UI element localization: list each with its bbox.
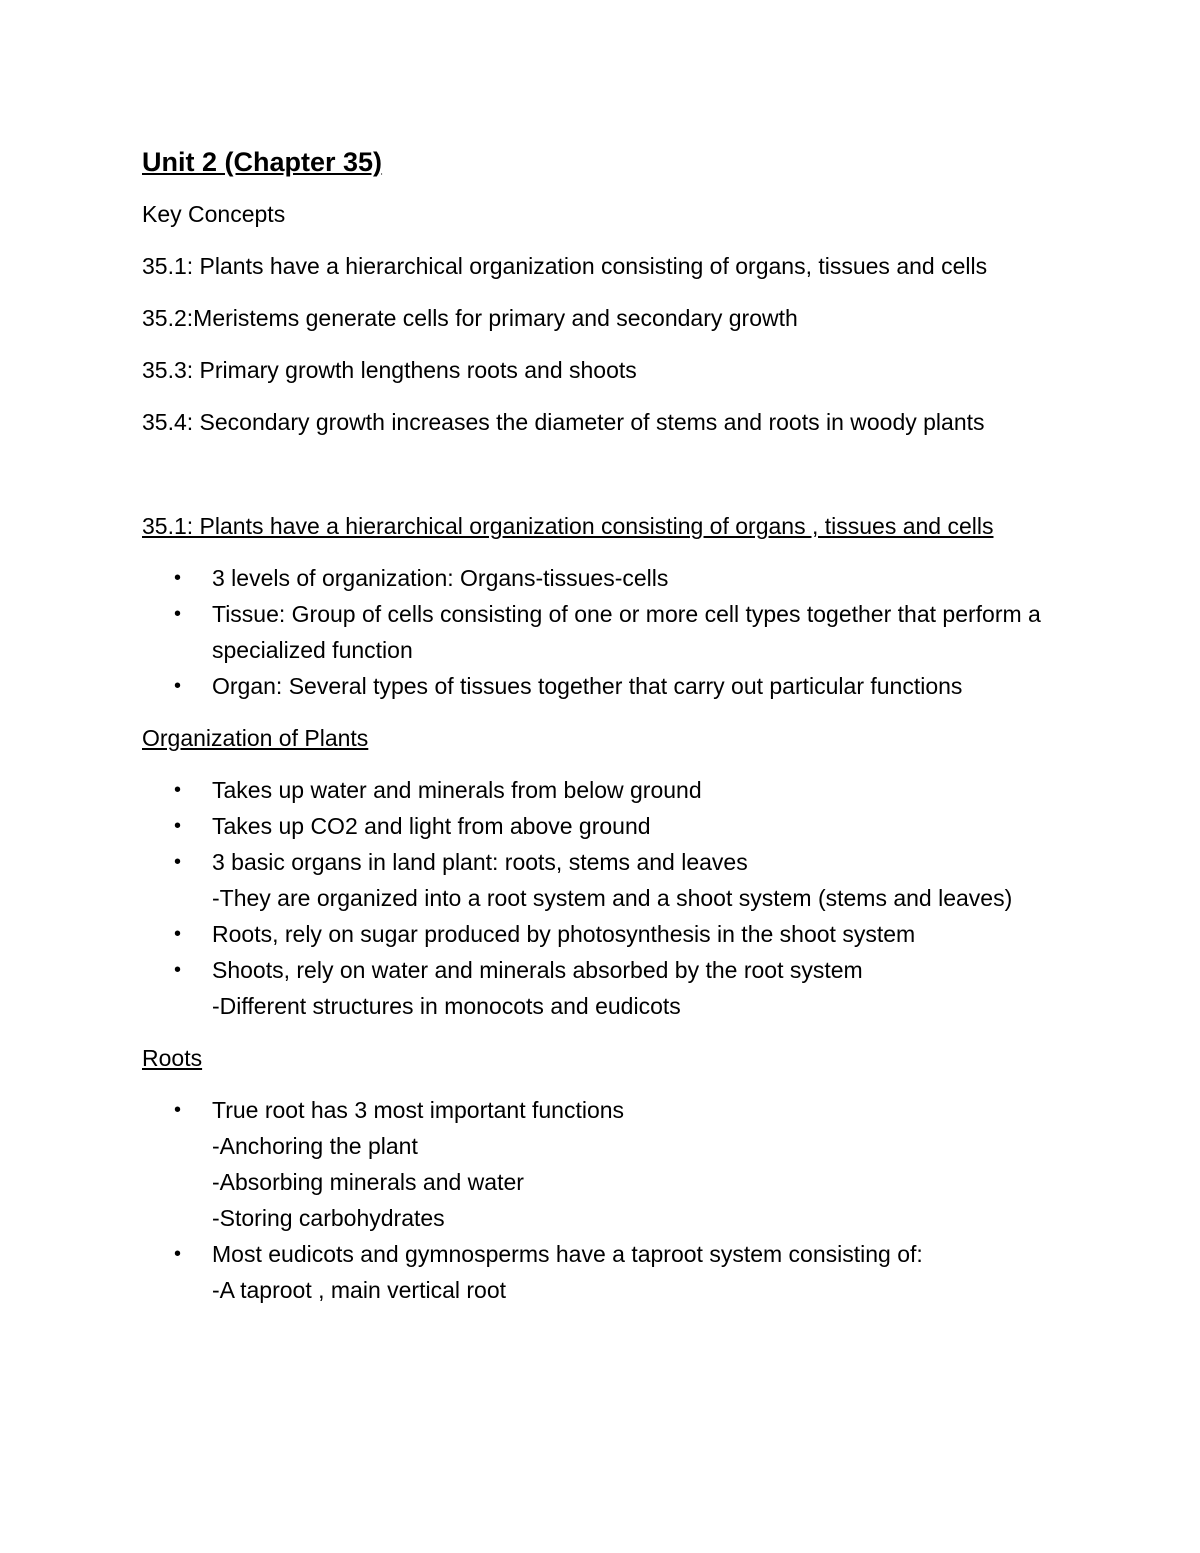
organization-list [142,772,1082,1024]
bullet-icon: • [174,923,182,945]
list-item [142,596,1082,668]
key-concept-item: 35.1: Plants have a hierarchical organization consisting of organs, tissues and cells [142,253,988,279]
list-item-text: Organ: Several types of tissues together that carry out particular functions [212,673,963,699]
key-concept-item: 35.4: Secondary growth increases the diameter of stems and roots in woody plants [142,409,985,435]
list-item [142,916,1082,952]
section-spacer [142,456,1082,508]
list-item [142,668,1082,704]
list-item-text: Most eudicots and gymnosperms have a taproot system consisting of: [212,1241,923,1267]
list-subitem: -Storing carbohydrates [212,1205,445,1231]
list-item-text: Tissue: Group of cells consisting of one or more cell types together that perform a specialized function [212,601,1041,663]
bullet-icon: • [174,567,182,589]
bullet-icon: • [174,851,182,873]
list-item [142,844,1082,916]
list-item-text: Roots, rely on sugar produced by photosynthesis in the shoot system [212,921,916,947]
section-heading-roots: Roots [142,1045,203,1071]
list-item-text: Takes up water and minerals from below ground [212,777,702,803]
list-item [142,1236,1082,1308]
list-subitem: -They are organized into a root system and a shoot system (stems and leaves) [212,885,1013,911]
section-heading-35-1: 35.1: Plants have a hierarchical organization consisting of organs , tissues and cells [142,513,994,539]
document-page [142,140,1082,1324]
list-item [142,952,1082,1024]
list-item-text: Shoots, rely on water and minerals absorbed by the root system [212,957,863,983]
section-heading-organization: Organization of Plants [142,725,369,751]
list-item [142,1092,1082,1236]
list-item-text: 3 levels of organization: Organs-tissues-cells [212,565,669,591]
list-item [142,560,1082,596]
bullet-icon: • [174,815,182,837]
list-item-text: True root has 3 most important functions [212,1097,625,1123]
list-subitem: -Absorbing minerals and water [212,1169,524,1195]
bullet-icon: • [174,675,182,697]
bullet-icon: • [174,959,182,981]
bullet-icon: • [174,1243,182,1265]
bullet-icon: • [174,603,182,625]
document-title: Unit 2 (Chapter 35) [142,147,383,177]
key-concepts-heading: Key Concepts [142,201,286,227]
list-subitem: -A taproot , main vertical root [212,1277,507,1303]
bullet-icon: • [174,1099,182,1121]
key-concept-item: 35.2:Meristems generate cells for primary and secondary growth [142,305,798,331]
list-item [142,772,1082,808]
section-35-1-list [142,560,1082,704]
bullet-icon: • [174,779,182,801]
list-subitem: -Different structures in monocots and eudicots [212,993,681,1019]
list-item [142,808,1082,844]
list-subitem: -Anchoring the plant [212,1133,418,1159]
list-item-text: 3 basic organs in land plant: roots, stems and leaves [212,849,748,875]
key-concept-item: 35.3: Primary growth lengthens roots and shoots [142,357,637,383]
roots-list [142,1092,1082,1308]
list-item-text: Takes up CO2 and light from above ground [212,813,651,839]
